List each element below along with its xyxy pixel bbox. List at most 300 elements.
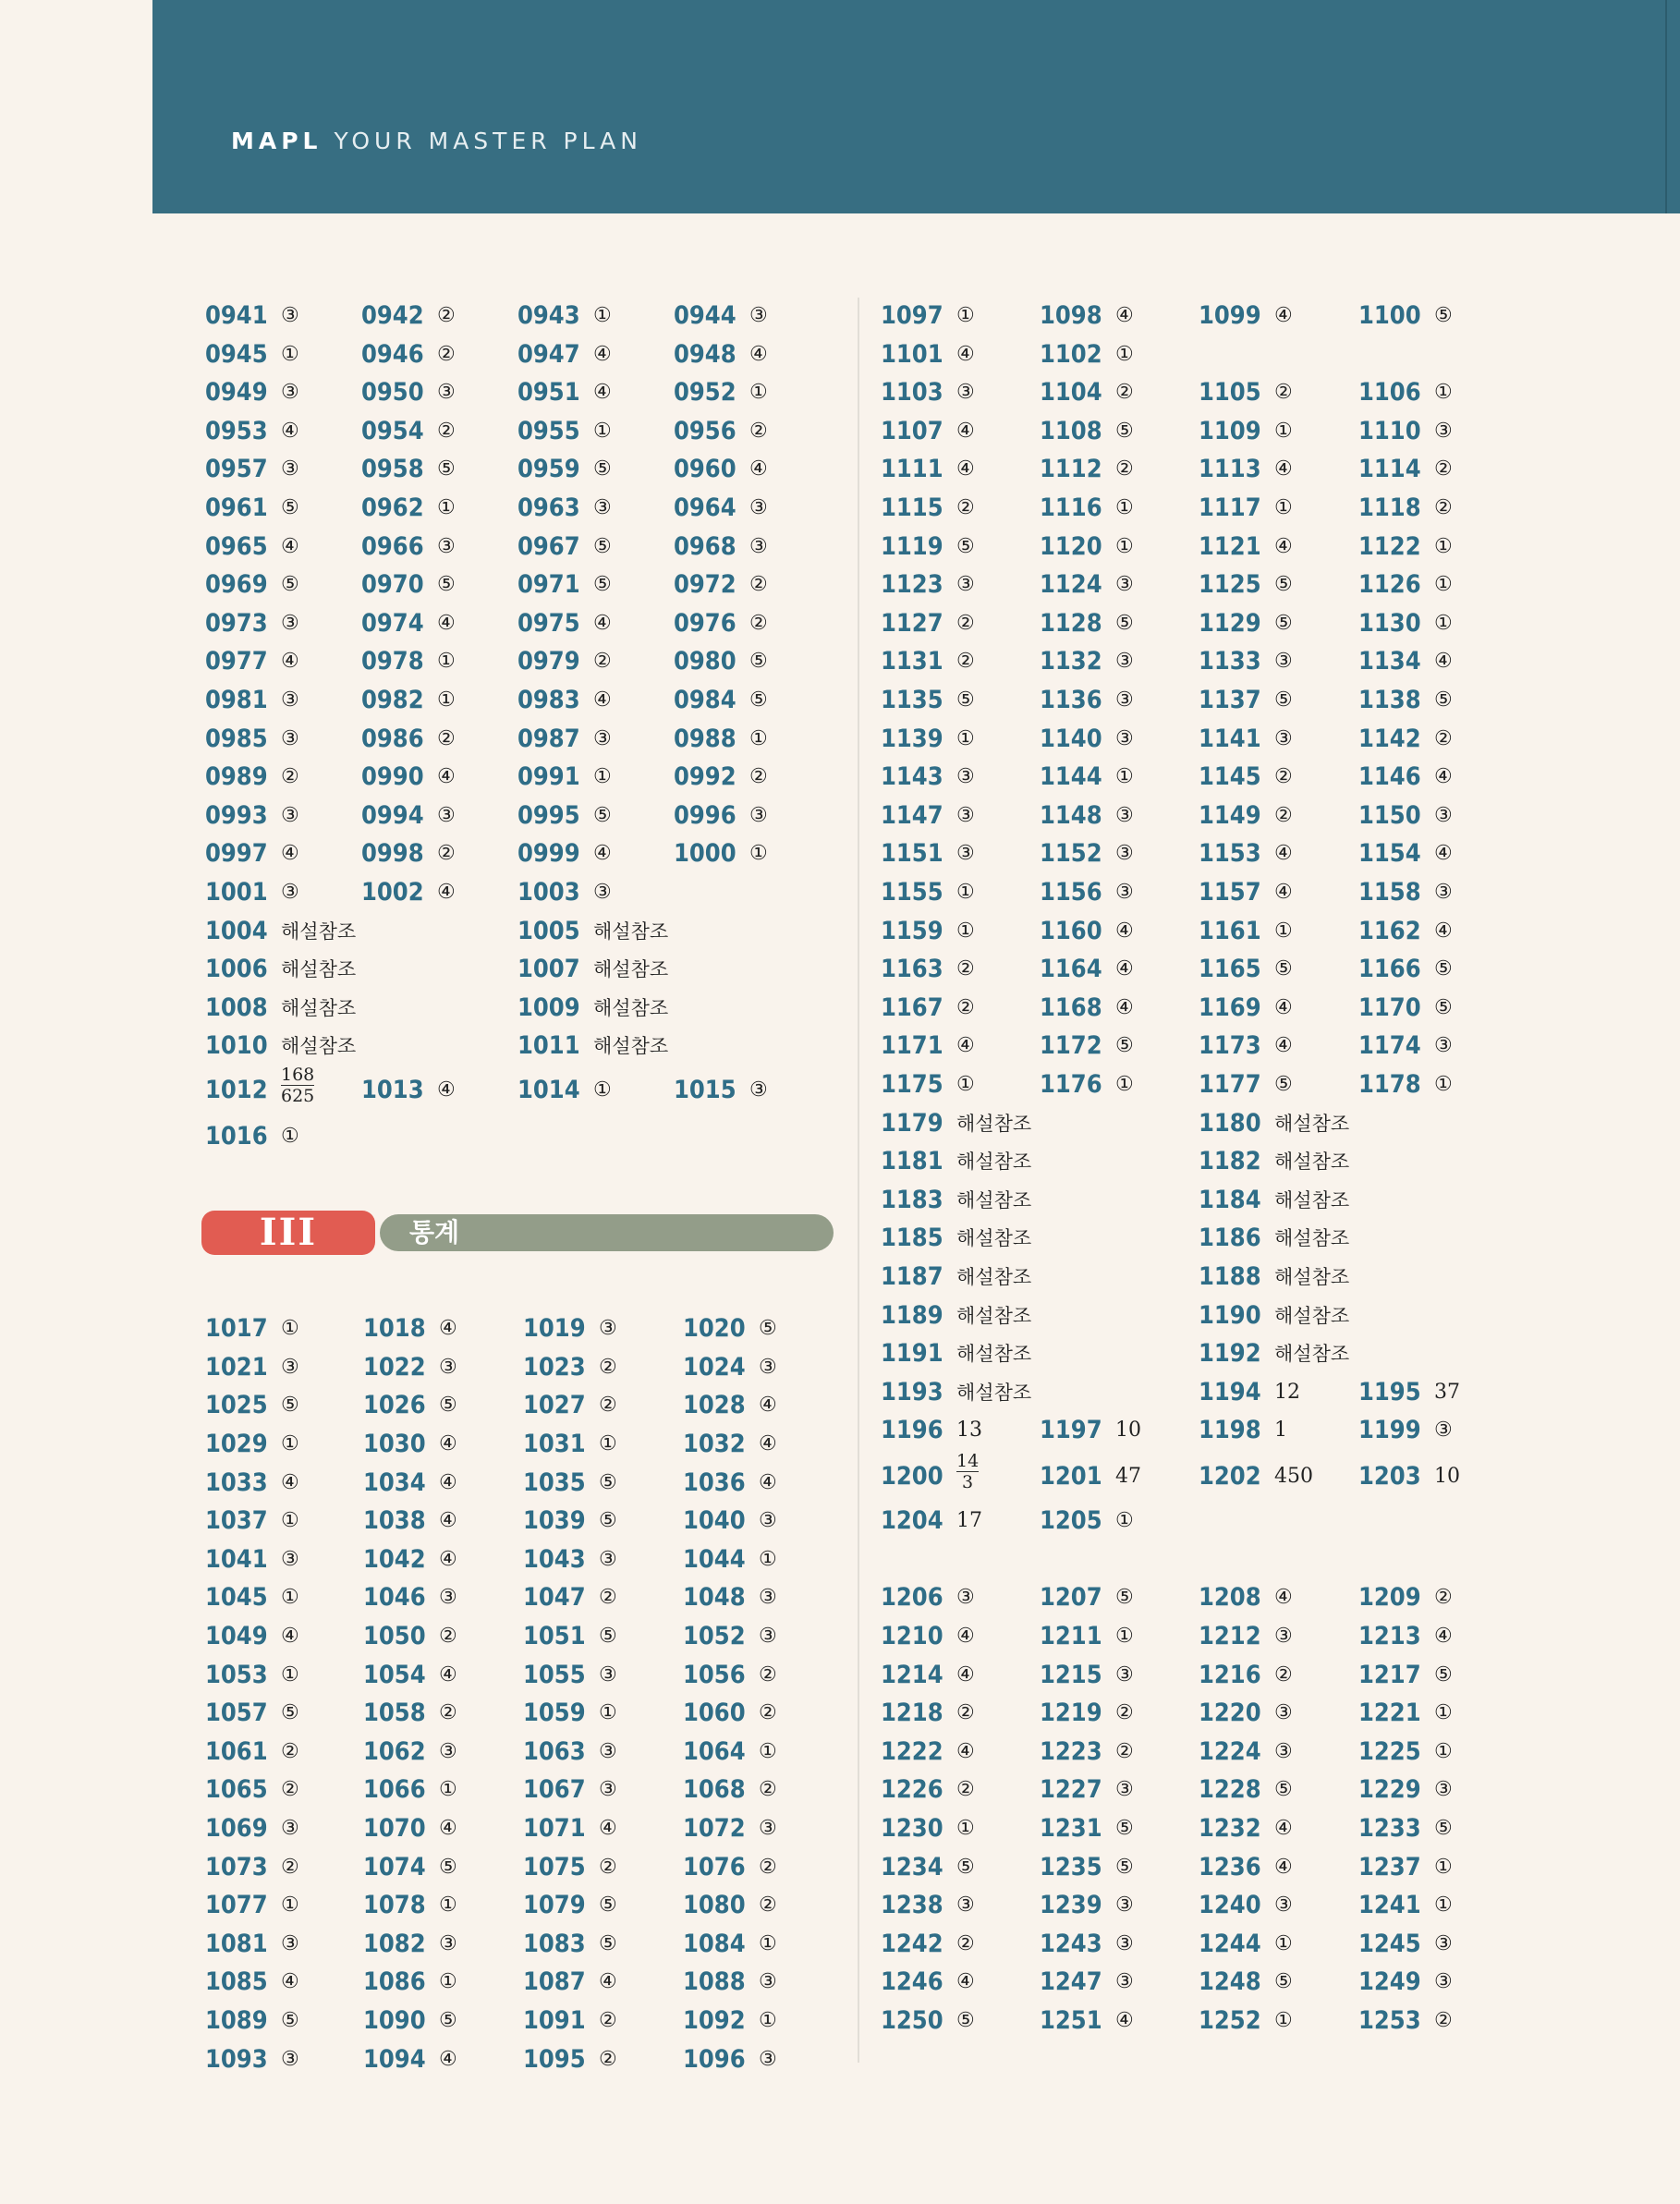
question-number: 1146 — [1358, 762, 1421, 792]
question-number: 1135 — [881, 686, 943, 714]
question-number: 0978 — [361, 647, 424, 676]
question-number: 1029 — [205, 1429, 268, 1458]
question-number: 0998 — [361, 839, 424, 869]
answer-value: ④ — [1434, 842, 1453, 866]
question-number: 1098 — [1040, 301, 1102, 330]
question-number: 1162 — [1358, 916, 1421, 945]
answer-value: ① — [1115, 496, 1134, 519]
question-number: 1033 — [205, 1467, 268, 1497]
answer-value: ① — [281, 1317, 299, 1341]
question-number: 1206 — [881, 1583, 943, 1613]
answer-value: ① — [956, 919, 975, 943]
question-number: 1105 — [1199, 378, 1261, 408]
question-number: 1213 — [1358, 1621, 1421, 1650]
question-number: 1116 — [1040, 493, 1102, 522]
question-number: 1044 — [683, 1544, 746, 1574]
answer-value: ① — [1274, 419, 1293, 443]
answer-value: ① — [759, 1931, 777, 1955]
answer-value: ③ — [1434, 1970, 1453, 1994]
question-number: 1032 — [683, 1429, 746, 1458]
answer-value: ⑤ — [1274, 957, 1293, 981]
question-number: 1134 — [1358, 647, 1421, 676]
answer-value: ① — [281, 1586, 299, 1610]
answer-value: ⑤ — [437, 573, 456, 597]
question-number: 1126 — [1358, 570, 1421, 600]
question-number: 1205 — [1040, 1506, 1102, 1536]
question-number: 1095 — [523, 2044, 586, 2074]
question-number: 0983 — [517, 686, 580, 714]
answer-value: ③ — [439, 1739, 457, 1763]
question-number: 0949 — [205, 378, 268, 408]
answer-value: ① — [437, 650, 456, 674]
question-number: 1072 — [683, 1813, 746, 1843]
answer-value: ⑤ — [599, 1509, 617, 1533]
answer-value: ② — [599, 1394, 617, 1418]
answer-value: ① — [439, 1778, 457, 1802]
answer-value: ④ — [759, 1431, 777, 1455]
answer-value: 해설참조 — [281, 996, 357, 1019]
question-number: 1252 — [1199, 2005, 1261, 2035]
answer-value: ③ — [956, 573, 975, 597]
question-number: 0959 — [517, 455, 580, 484]
answer-value: ① — [1434, 381, 1453, 405]
question-number: 1163 — [881, 955, 943, 984]
question-number: 0966 — [361, 531, 424, 561]
answer-value: ⑤ — [439, 2008, 457, 2032]
answer-value: ③ — [1115, 1662, 1134, 1686]
question-number: 1077 — [205, 1891, 268, 1920]
answer-value: ④ — [439, 1547, 457, 1571]
question-number: 1250 — [881, 2005, 943, 2035]
answer-value: ③ — [281, 381, 299, 405]
question-number: 1230 — [881, 1813, 943, 1843]
question-number: 1109 — [1199, 416, 1261, 445]
answer-value: 10 — [1434, 1465, 1460, 1489]
question-number: 1005 — [517, 916, 580, 945]
question-number: 1035 — [523, 1467, 586, 1497]
answer-value: ④ — [437, 1078, 456, 1102]
answer-value: ⑤ — [1434, 957, 1453, 981]
answer-value: ② — [1434, 2008, 1453, 2032]
answer-value: ④ — [593, 611, 612, 635]
question-number: 1183 — [881, 1185, 943, 1214]
question-number: 1208 — [1199, 1583, 1261, 1613]
answer-value: ④ — [599, 1970, 617, 1994]
answer-value: ① — [1115, 1624, 1134, 1648]
question-number: 1107 — [881, 416, 943, 445]
answer-value: ② — [1274, 803, 1293, 827]
question-number: 1092 — [683, 2005, 746, 2035]
question-number: 1242 — [881, 1929, 943, 1958]
answer-value: ④ — [593, 381, 612, 405]
fraction-denominator: 625 — [281, 1086, 315, 1107]
question-number: 1139 — [881, 724, 943, 753]
answer-value: ① — [281, 1125, 299, 1149]
question-number: 1074 — [363, 1852, 426, 1881]
brand-title — [231, 128, 642, 154]
question-number: 0953 — [205, 416, 268, 445]
answer-value: ② — [437, 304, 456, 327]
answer-value: ① — [439, 1970, 457, 1994]
answer-value: ⑤ — [956, 2008, 975, 2032]
answer-value: ③ — [281, 457, 299, 481]
question-number: 1039 — [523, 1506, 586, 1536]
question-number: 0977 — [205, 647, 268, 676]
question-number: 1104 — [1040, 378, 1102, 408]
answer-fraction — [956, 1451, 979, 1492]
question-number: 1018 — [363, 1314, 426, 1344]
answer-value: ④ — [439, 1816, 457, 1840]
answer-value: ③ — [1115, 650, 1134, 674]
question-number: 1136 — [1040, 686, 1102, 714]
answer-value: ③ — [1115, 688, 1134, 712]
question-number: 0996 — [674, 800, 737, 830]
answer-value: ④ — [1115, 304, 1134, 327]
question-number: 0944 — [674, 301, 737, 330]
question-number: 0970 — [361, 570, 424, 600]
question-number: 1003 — [517, 878, 580, 907]
question-number: 1251 — [1040, 2005, 1102, 2035]
answer-value: ④ — [1274, 1816, 1293, 1840]
answer-value: ① — [1274, 919, 1293, 943]
question-number: 1076 — [683, 1852, 746, 1881]
answer-value: ③ — [1434, 1419, 1453, 1443]
question-number: 1024 — [683, 1352, 746, 1382]
question-number: 1090 — [363, 2005, 426, 2035]
question-number: 1022 — [363, 1352, 426, 1382]
fraction-numerator: 168 — [281, 1065, 315, 1086]
question-number: 1051 — [523, 1621, 586, 1650]
answer-value: ③ — [599, 1739, 617, 1763]
question-number: 0979 — [517, 647, 580, 676]
answer-value: ② — [1115, 381, 1134, 405]
question-number: 1108 — [1040, 416, 1102, 445]
answer-value: ⑤ — [439, 1855, 457, 1879]
question-number: 0945 — [205, 339, 268, 369]
answer-value: ⑤ — [1274, 573, 1293, 597]
question-number: 1007 — [517, 955, 580, 984]
answer-value: ① — [1434, 611, 1453, 635]
question-number: 1148 — [1040, 800, 1102, 830]
question-number: 1067 — [523, 1775, 586, 1805]
question-number: 0961 — [205, 493, 268, 522]
question-number: 1232 — [1199, 1813, 1261, 1843]
question-number: 0958 — [361, 455, 424, 484]
answer-value: ③ — [1274, 1739, 1293, 1763]
answer-value: 47 — [1115, 1465, 1141, 1489]
answer-value: ③ — [281, 611, 299, 635]
question-number: 1244 — [1199, 1929, 1261, 1958]
question-number: 1112 — [1040, 455, 1102, 484]
answer-value: ③ — [759, 1624, 777, 1648]
question-number: 0984 — [674, 686, 737, 714]
question-number: 1103 — [881, 378, 943, 408]
question-number: 1101 — [881, 339, 943, 369]
question-number: 1113 — [1199, 455, 1261, 484]
answer-value: ③ — [956, 1893, 975, 1918]
answer-value: ② — [599, 2008, 617, 2032]
question-number: 1002 — [361, 878, 424, 907]
answer-value: 해설참조 — [1274, 1343, 1350, 1366]
answer-value: ① — [599, 1431, 617, 1455]
answer-value: 해설참조 — [956, 1304, 1032, 1327]
answer-value: ① — [749, 726, 768, 750]
question-number: 1185 — [881, 1224, 943, 1253]
question-number: 0941 — [205, 301, 268, 330]
answer-value: ⑤ — [593, 573, 612, 597]
answer-value: ② — [437, 726, 456, 750]
question-number: 1027 — [523, 1391, 586, 1420]
answer-value: ① — [281, 1431, 299, 1455]
question-number: 1050 — [363, 1621, 426, 1650]
question-number: 0947 — [517, 339, 580, 369]
question-number: 1111 — [881, 455, 943, 484]
question-number: 1041 — [205, 1544, 268, 1574]
question-number: 1056 — [683, 1660, 746, 1689]
question-number: 1100 — [1358, 301, 1421, 330]
answer-value: ⑤ — [439, 1394, 457, 1418]
answer-value: ① — [593, 765, 612, 789]
answer-value: ④ — [439, 1662, 457, 1686]
question-number: 1179 — [881, 1108, 943, 1138]
question-number: 1047 — [523, 1583, 586, 1613]
answer-value: ① — [956, 881, 975, 904]
answer-value: ② — [956, 1701, 975, 1725]
question-number: 1019 — [523, 1314, 586, 1344]
question-number: 1161 — [1199, 916, 1261, 945]
question-number: 1158 — [1358, 878, 1421, 907]
question-number: 1172 — [1040, 1031, 1102, 1061]
answer-value: 해설참조 — [593, 958, 669, 981]
answer-value: ② — [956, 496, 975, 519]
question-number: 0974 — [361, 608, 424, 638]
answer-value: ① — [593, 419, 612, 443]
answer-value: ② — [759, 1662, 777, 1686]
answer-value: ④ — [1274, 304, 1293, 327]
question-number: 1122 — [1358, 531, 1421, 561]
answer-value: ③ — [281, 1816, 299, 1840]
answer-value: ⑤ — [1434, 304, 1453, 327]
answer-value: ④ — [1274, 1855, 1293, 1879]
question-number: 1001 — [205, 878, 268, 907]
answer-value: ② — [1115, 1739, 1134, 1763]
answer-value: ① — [439, 1893, 457, 1918]
answer-value: ④ — [1274, 1586, 1293, 1610]
answer-value: ② — [749, 573, 768, 597]
question-number: 1160 — [1040, 916, 1102, 945]
question-number: 1065 — [205, 1775, 268, 1805]
question-number: 1231 — [1040, 1813, 1102, 1843]
answer-value: ④ — [1274, 534, 1293, 558]
answer-value: ③ — [1274, 1624, 1293, 1648]
question-number: 1058 — [363, 1699, 426, 1728]
question-number: 0964 — [674, 493, 737, 522]
answer-value: ④ — [281, 419, 299, 443]
question-number: 1070 — [363, 1813, 426, 1843]
answer-value: ④ — [439, 1431, 457, 1455]
question-number: 1167 — [881, 992, 943, 1022]
question-number: 0990 — [361, 762, 424, 792]
answer-value: ③ — [749, 1078, 768, 1102]
question-number: 1196 — [881, 1416, 943, 1445]
answer-value: ④ — [749, 457, 768, 481]
column-divider — [858, 298, 859, 2063]
answer-value: ② — [1274, 381, 1293, 405]
answer-value: ① — [1115, 1509, 1134, 1533]
answer-value: ③ — [439, 1586, 457, 1610]
question-number: 1038 — [363, 1506, 426, 1536]
question-number: 1121 — [1199, 531, 1261, 561]
answer-value: ③ — [437, 381, 456, 405]
answer-value: 10 — [1115, 1419, 1141, 1443]
answer-value: ① — [1115, 534, 1134, 558]
question-number: 1025 — [205, 1391, 268, 1420]
question-number: 1210 — [881, 1621, 943, 1650]
answer-value: ① — [437, 496, 456, 519]
answer-value: ④ — [593, 842, 612, 866]
question-number: 1073 — [205, 1852, 268, 1881]
question-number: 1084 — [683, 1929, 746, 1958]
question-number: 0955 — [517, 416, 580, 445]
answer-value: ④ — [593, 688, 612, 712]
question-number: 1138 — [1358, 686, 1421, 714]
question-number: 1075 — [523, 1852, 586, 1881]
answer-value: ③ — [439, 1355, 457, 1379]
answer-value: ③ — [1115, 842, 1134, 866]
question-number: 1191 — [881, 1339, 943, 1369]
answer-value: 해설참조 — [956, 1381, 1032, 1404]
question-number: 1114 — [1358, 455, 1421, 484]
question-number: 1234 — [881, 1852, 943, 1881]
answer-value: 해설참조 — [1274, 1304, 1350, 1327]
answer-value: ④ — [1115, 2008, 1134, 2032]
question-number: 1053 — [205, 1660, 268, 1689]
question-number: 1078 — [363, 1891, 426, 1920]
answer-value: ⑤ — [1115, 1034, 1134, 1058]
answer-value: ② — [439, 1701, 457, 1725]
answer-value: ② — [1274, 765, 1293, 789]
question-number: 1030 — [363, 1429, 426, 1458]
question-number: 1178 — [1358, 1070, 1421, 1099]
answer-value: ② — [599, 1355, 617, 1379]
answer-value: ② — [1434, 496, 1453, 519]
question-number: 1085 — [205, 1967, 268, 1997]
question-number: 0991 — [517, 762, 580, 792]
answer-value: 13 — [956, 1419, 982, 1443]
answer-value: ⑤ — [1115, 611, 1134, 635]
answer-value: ① — [1434, 573, 1453, 597]
question-number: 1115 — [881, 493, 943, 522]
answer-value: ④ — [281, 534, 299, 558]
question-number: 1195 — [1358, 1377, 1421, 1406]
answer-value: ⑤ — [281, 573, 299, 597]
answer-value: ③ — [593, 496, 612, 519]
question-number: 0989 — [205, 762, 268, 792]
answer-value: 12 — [1274, 1380, 1300, 1404]
question-number: 1045 — [205, 1583, 268, 1613]
answer-value: ① — [1274, 496, 1293, 519]
question-number: 1141 — [1199, 724, 1261, 753]
answer-value: ③ — [593, 881, 612, 904]
answer-value: ③ — [281, 304, 299, 327]
question-number: 0969 — [205, 570, 268, 600]
answer-value: ① — [956, 304, 975, 327]
question-number: 1131 — [881, 647, 943, 676]
question-number: 1193 — [881, 1377, 943, 1406]
question-number: 1218 — [881, 1699, 943, 1728]
question-number: 0986 — [361, 724, 424, 753]
answer-value: ③ — [599, 1547, 617, 1571]
question-number: 1184 — [1199, 1185, 1261, 1214]
question-number: 1223 — [1040, 1736, 1102, 1766]
answer-value: ② — [1434, 1586, 1453, 1610]
answer-value: ⑤ — [1115, 1586, 1134, 1610]
answer-value: ③ — [437, 803, 456, 827]
answer-value: ③ — [281, 1355, 299, 1379]
question-number: 1062 — [363, 1736, 426, 1766]
question-number: 1096 — [683, 2044, 746, 2074]
question-number: 1144 — [1040, 762, 1102, 792]
question-number: 1034 — [363, 1467, 426, 1497]
question-number: 1239 — [1040, 1891, 1102, 1920]
section-number-badge — [201, 1211, 375, 1255]
answer-value: ③ — [1115, 573, 1134, 597]
answer-value: ④ — [956, 1662, 975, 1686]
answer-value: 17 — [956, 1509, 982, 1533]
question-number: 1071 — [523, 1813, 586, 1843]
question-number: 1028 — [683, 1391, 746, 1420]
question-number: 1240 — [1199, 1891, 1261, 1920]
answer-value: ④ — [437, 881, 456, 904]
answer-value: ② — [956, 611, 975, 635]
answer-value: ① — [1434, 1739, 1453, 1763]
answer-value: ④ — [1274, 995, 1293, 1019]
question-number: 1222 — [881, 1736, 943, 1766]
fraction-denominator: 3 — [956, 1471, 979, 1492]
answer-value: ③ — [281, 2047, 299, 2071]
fraction-numerator: 14 — [956, 1451, 980, 1472]
answer-value: ③ — [749, 803, 768, 827]
question-number: 1066 — [363, 1775, 426, 1805]
question-number: 1175 — [881, 1070, 943, 1099]
question-number: 1048 — [683, 1583, 746, 1613]
answer-value: ④ — [1434, 1624, 1453, 1648]
question-number: 1153 — [1199, 839, 1261, 869]
answer-value: ③ — [599, 1662, 617, 1686]
question-number: 0976 — [674, 608, 737, 638]
question-number: 1129 — [1199, 608, 1261, 638]
question-number: 1063 — [523, 1736, 586, 1766]
question-number: 1192 — [1199, 1339, 1261, 1369]
question-number: 1238 — [881, 1891, 943, 1920]
question-number: 1124 — [1040, 570, 1102, 600]
question-number: 1064 — [683, 1736, 746, 1766]
answer-value: ① — [759, 1547, 777, 1571]
question-number: 1201 — [1040, 1462, 1102, 1492]
answer-value: ③ — [1434, 1034, 1453, 1058]
question-number: 1012 — [205, 1076, 268, 1105]
question-number: 1014 — [517, 1076, 580, 1105]
brand-light: YOUR MASTER PLAN — [334, 128, 642, 154]
answer-value: ⑤ — [1274, 611, 1293, 635]
answer-value: ③ — [956, 842, 975, 866]
answer-value: 해설참조 — [593, 996, 669, 1019]
answer-value: ② — [599, 2047, 617, 2071]
answer-value: ③ — [599, 1317, 617, 1341]
answer-value: ① — [281, 1509, 299, 1533]
question-number: 1236 — [1199, 1852, 1261, 1881]
question-number: 1123 — [881, 570, 943, 600]
